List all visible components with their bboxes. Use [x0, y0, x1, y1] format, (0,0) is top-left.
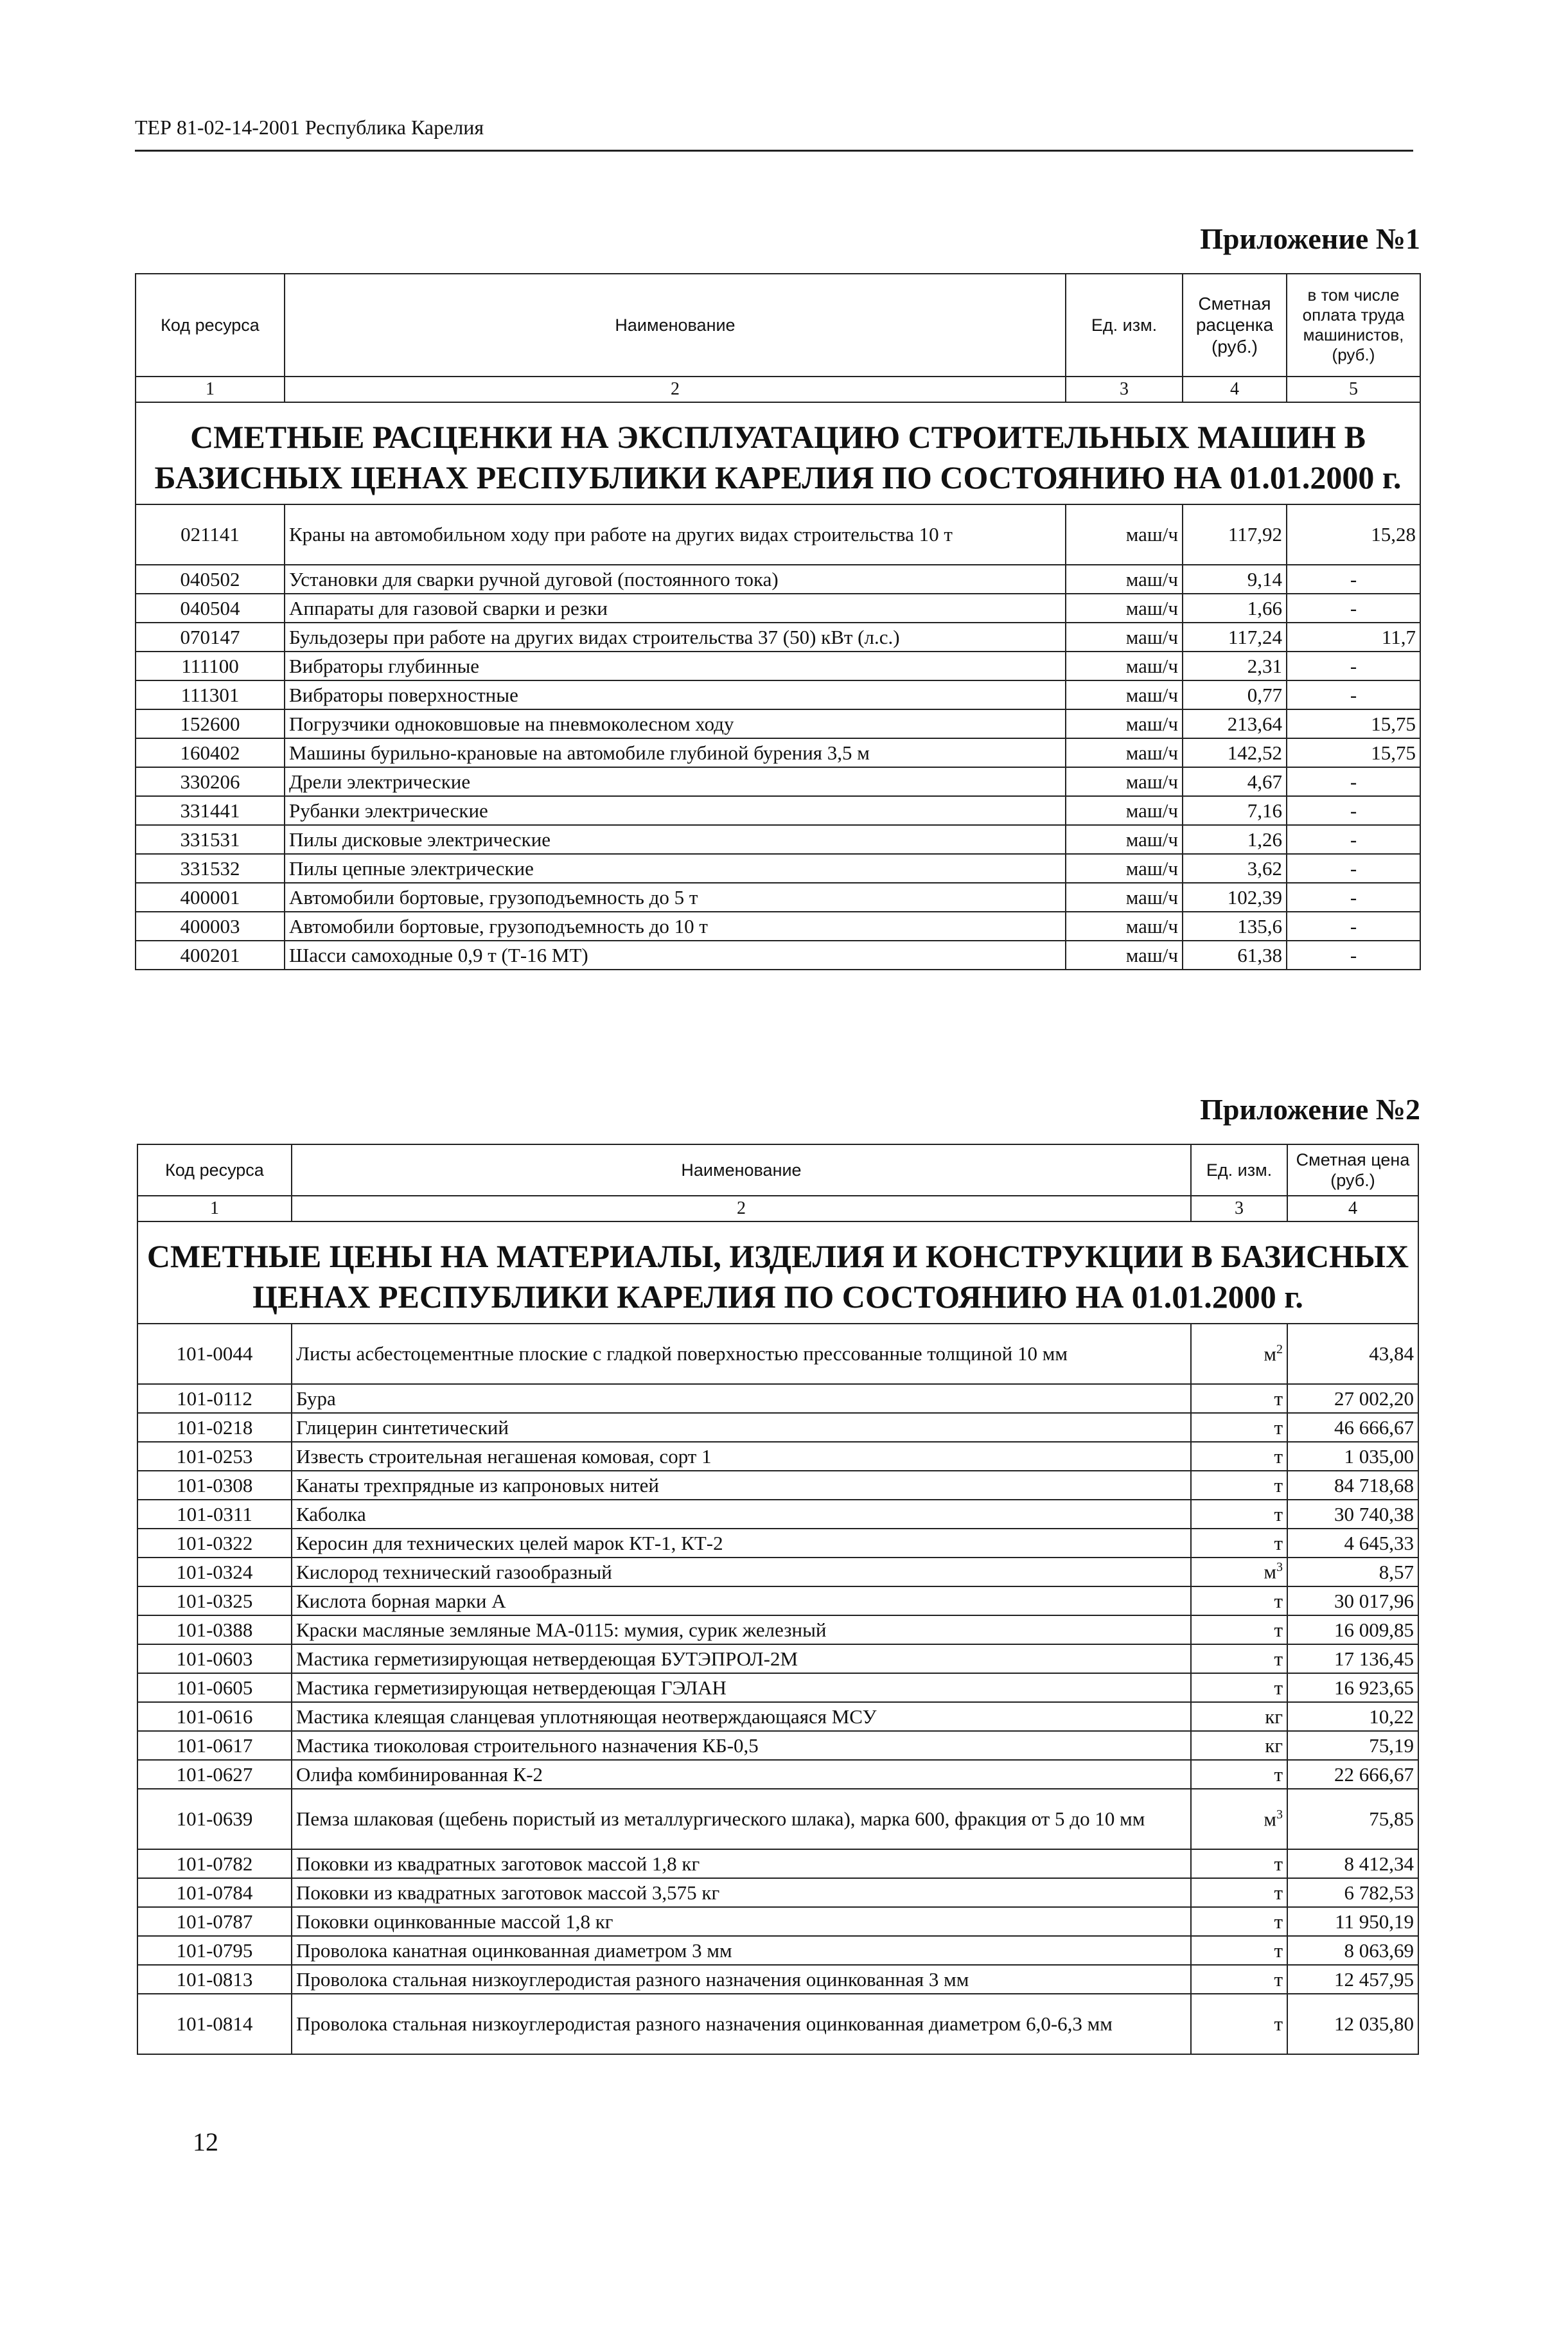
- price-cell: 16 923,65: [1287, 1673, 1418, 1702]
- unit-text: т: [1274, 1910, 1283, 1933]
- resource-code: 160402: [136, 738, 285, 767]
- unit-text: м: [1264, 1560, 1276, 1583]
- price-cell: 6 782,53: [1287, 1878, 1418, 1907]
- unit-exponent: 3: [1276, 1807, 1283, 1822]
- resource-name: Погрузчики одноковшовые на пневмоколесном ходу: [285, 709, 1066, 738]
- unit-exponent: 3: [1276, 1560, 1283, 1575]
- operator-pay-cell: -: [1287, 680, 1420, 709]
- price-cell: 8 063,69: [1287, 1936, 1418, 1965]
- unit-cell: маш/ч: [1066, 565, 1183, 594]
- resource-name: Дрели электрические: [285, 767, 1066, 796]
- resource-code: 101-0616: [137, 1702, 292, 1731]
- unit-cell: маш/ч: [1066, 912, 1183, 941]
- resource-code: 101-0627: [137, 1760, 292, 1789]
- unit-cell: [1191, 1849, 1287, 1878]
- operator-pay-cell: -: [1287, 796, 1420, 825]
- unit-cell: [1191, 1324, 1287, 1384]
- unit-cell: маш/ч: [1066, 941, 1183, 970]
- table-row: [137, 1471, 1418, 1500]
- operator-pay-cell: -: [1287, 652, 1420, 680]
- resource-code: 331532: [136, 854, 285, 883]
- unit-cell: [1191, 1586, 1287, 1615]
- unit-cell: маш/ч: [1066, 594, 1183, 623]
- operator-pay-cell: -: [1287, 825, 1420, 854]
- unit-cell: [1191, 1500, 1287, 1529]
- unit-cell: [1191, 1907, 1287, 1936]
- col-number: 3: [1066, 377, 1183, 402]
- resource-name: Мастика герметизирующая нетвердеющая ГЭЛАН: [292, 1673, 1191, 1702]
- col-header-pay: в том числе оплата труда машинистов, (руб.): [1287, 274, 1420, 377]
- resource-name: Автомобили бортовые, грузоподъемность до 10 т: [285, 912, 1066, 941]
- section-title: СМЕТНЫЕ РАСЦЕНКИ НА ЭКСПЛУАТАЦИЮ СТРОИТЕЛЬНЫХ МАШИН В БАЗИСНЫХ ЦЕНАХ РЕСПУБЛИКИ КАРЕЛИЯ ПО СОСТОЯНИЮ НА 01.01.2000 г.: [136, 402, 1420, 504]
- table-row: [137, 1586, 1418, 1615]
- col-number: 2: [285, 377, 1066, 402]
- unit-cell: маш/ч: [1066, 796, 1183, 825]
- resource-name: Автомобили бортовые, грузоподъемность до 5 т: [285, 883, 1066, 912]
- appendix2-title: Приложение №2: [1200, 1093, 1420, 1126]
- resource-name: Поковки из квадратных заготовок массой 1,8 кг: [292, 1849, 1191, 1878]
- table-row: [136, 623, 1420, 652]
- unit-cell: маш/ч: [1066, 883, 1183, 912]
- resource-name: Мастика клеящая сланцевая уплотняющая неотверждающаяся МСУ: [292, 1702, 1191, 1731]
- resource-code: 040504: [136, 594, 285, 623]
- unit-text: т: [1274, 1531, 1283, 1554]
- resource-name: Аппараты для газовой сварки и резки: [285, 594, 1066, 623]
- col-header-name: Наименование: [285, 274, 1066, 377]
- price-cell: 4,67: [1183, 767, 1287, 796]
- col-number: 4: [1183, 377, 1287, 402]
- unit-cell: маш/ч: [1066, 680, 1183, 709]
- price-cell: 4 645,33: [1287, 1529, 1418, 1558]
- unit-text: т: [1274, 1881, 1283, 1904]
- unit-text: т: [1274, 1589, 1283, 1612]
- unit-cell: [1191, 1702, 1287, 1731]
- unit-cell: [1191, 1471, 1287, 1500]
- resource-code: 101-0324: [137, 1558, 292, 1586]
- table-row: [137, 1324, 1418, 1384]
- unit-text: т: [1274, 1647, 1283, 1670]
- resource-code: 331531: [136, 825, 285, 854]
- price-cell: 75,19: [1287, 1731, 1418, 1760]
- price-cell: 17 136,45: [1287, 1644, 1418, 1673]
- unit-cell: маш/ч: [1066, 825, 1183, 854]
- resource-code: 101-0044: [137, 1324, 292, 1384]
- unit-text: кг: [1265, 1705, 1283, 1728]
- page-number: 12: [193, 2127, 218, 2156]
- price-cell: 117,24: [1183, 623, 1287, 652]
- unit-cell: маш/ч: [1066, 738, 1183, 767]
- resource-code: 101-0605: [137, 1673, 292, 1702]
- resource-code: 101-0311: [137, 1500, 292, 1529]
- resource-code: 101-0787: [137, 1907, 292, 1936]
- resource-code: 101-0253: [137, 1442, 292, 1471]
- price-cell: 30 740,38: [1287, 1500, 1418, 1529]
- appendix1-title: Приложение №1: [1200, 222, 1420, 255]
- unit-cell: [1191, 1615, 1287, 1644]
- col-header-code: Код ресурса: [136, 274, 285, 377]
- unit-cell: [1191, 1936, 1287, 1965]
- col-number: 5: [1287, 377, 1420, 402]
- unit-cell: [1191, 1529, 1287, 1558]
- resource-code: 101-0639: [137, 1789, 292, 1849]
- table-row: [136, 767, 1420, 796]
- price-cell: 30 017,96: [1287, 1586, 1418, 1615]
- unit-cell: [1191, 1644, 1287, 1673]
- resource-name: Керосин для технических целей марок КТ-1, КТ-2: [292, 1529, 1191, 1558]
- unit-text: т: [1274, 1387, 1283, 1410]
- operator-pay-cell: -: [1287, 941, 1420, 970]
- resource-name: Краны на автомобильном ходу при работе на других видах строительства 10 т: [285, 504, 1066, 565]
- resource-name: Рубанки электрические: [285, 796, 1066, 825]
- unit-cell: маш/ч: [1066, 623, 1183, 652]
- resource-code: 101-0218: [137, 1413, 292, 1442]
- resource-code: 070147: [136, 623, 285, 652]
- unit-cell: маш/ч: [1066, 854, 1183, 883]
- price-cell: 75,85: [1287, 1789, 1418, 1849]
- table-row: [137, 1907, 1418, 1936]
- table-row: [137, 1760, 1418, 1789]
- resource-code: 101-0322: [137, 1529, 292, 1558]
- price-cell: 213,64: [1183, 709, 1287, 738]
- price-cell: 3,62: [1183, 854, 1287, 883]
- unit-cell: маш/ч: [1066, 652, 1183, 680]
- table-row: [137, 1558, 1418, 1586]
- resource-name: Шасси самоходные 0,9 т (Т-16 МТ): [285, 941, 1066, 970]
- price-cell: 117,92: [1183, 504, 1287, 565]
- resource-name: Установки для сварки ручной дуговой (постоянного тока): [285, 565, 1066, 594]
- table-row: [137, 1500, 1418, 1529]
- price-cell: 46 666,67: [1287, 1413, 1418, 1442]
- operator-pay-cell: 15,75: [1287, 709, 1420, 738]
- resource-name: Бура: [292, 1384, 1191, 1413]
- resource-code: 331441: [136, 796, 285, 825]
- resource-name: Мастика тиоколовая строительного назначения КБ-0,5: [292, 1731, 1191, 1760]
- table-row: [136, 912, 1420, 941]
- col-number: 2: [292, 1196, 1191, 1221]
- unit-text: т: [1274, 1473, 1283, 1496]
- table-row: [136, 652, 1420, 680]
- col-number: 4: [1287, 1196, 1418, 1221]
- table-row: [137, 1615, 1418, 1644]
- table-row: [136, 883, 1420, 912]
- table-row: [137, 1529, 1418, 1558]
- resource-code: 101-0617: [137, 1731, 292, 1760]
- table-row: [137, 1789, 1418, 1849]
- price-cell: 1,66: [1183, 594, 1287, 623]
- unit-text: м: [1264, 1342, 1276, 1365]
- resource-name: Поковки оцинкованные массой 1,8 кг: [292, 1907, 1191, 1936]
- col-header-unit: Ед. изм.: [1066, 274, 1183, 377]
- col-number: 1: [137, 1196, 292, 1221]
- price-cell: 1,26: [1183, 825, 1287, 854]
- unit-cell: [1191, 1413, 1287, 1442]
- resource-name: Вибраторы глубинные: [285, 652, 1066, 680]
- unit-text: т: [1274, 2012, 1283, 2035]
- operator-pay-cell: 15,75: [1287, 738, 1420, 767]
- document-header: ТЕР 81-02-14-2001 Республика Карелия: [135, 116, 1413, 152]
- price-cell: 102,39: [1183, 883, 1287, 912]
- table-row: [137, 1878, 1418, 1907]
- unit-cell: [1191, 1673, 1287, 1702]
- operator-pay-cell: 11,7: [1287, 623, 1420, 652]
- table-row: [137, 1384, 1418, 1413]
- unit-cell: [1191, 1731, 1287, 1760]
- table-row: [136, 941, 1420, 970]
- price-cell: 12 035,80: [1287, 1994, 1418, 2054]
- section-title: СМЕТНЫЕ ЦЕНЫ НА МАТЕРИАЛЫ, ИЗДЕЛИЯ И КОНСТРУКЦИИ В БАЗИСНЫХ ЦЕНАХ РЕСПУБЛИКИ КАРЕЛИЯ ПО СОСТОЯНИЮ НА 01.01.2000 г.: [137, 1221, 1418, 1324]
- resource-name: Канаты трехпрядные из капроновых нитей: [292, 1471, 1191, 1500]
- resource-code: 101-0112: [137, 1384, 292, 1413]
- resource-name: Кислород технический газообразный: [292, 1558, 1191, 1586]
- resource-name: Бульдозеры при работе на других видах строительства 37 (50) кВт (л.с.): [285, 623, 1066, 652]
- price-cell: 8,57: [1287, 1558, 1418, 1586]
- unit-text: т: [1274, 1618, 1283, 1641]
- col-header-price: Сметная цена (руб.): [1287, 1144, 1418, 1196]
- resource-name: Олифа комбинированная К-2: [292, 1760, 1191, 1789]
- resource-code: 400001: [136, 883, 285, 912]
- price-cell: 61,38: [1183, 941, 1287, 970]
- resource-code: 021141: [136, 504, 285, 565]
- unit-text: кг: [1265, 1734, 1283, 1757]
- table-row: [136, 680, 1420, 709]
- unit-cell: маш/ч: [1066, 767, 1183, 796]
- operator-pay-cell: -: [1287, 565, 1420, 594]
- col-header-price: Сметная расценка (руб.): [1183, 274, 1287, 377]
- table-row: [137, 1644, 1418, 1673]
- unit-text: т: [1274, 1852, 1283, 1875]
- resource-name: Поковки из квадратных заготовок массой 3,575 кг: [292, 1878, 1191, 1907]
- unit-text: т: [1274, 1939, 1283, 1962]
- resource-code: 101-0325: [137, 1586, 292, 1615]
- unit-text: т: [1274, 1762, 1283, 1786]
- table-row: [137, 1994, 1418, 2054]
- table-row: [136, 854, 1420, 883]
- unit-cell: [1191, 1789, 1287, 1849]
- col-number: 1: [136, 377, 285, 402]
- operator-pay-cell: -: [1287, 883, 1420, 912]
- unit-text: т: [1274, 1502, 1283, 1525]
- resource-code: 101-0308: [137, 1471, 292, 1500]
- table-row: [136, 594, 1420, 623]
- table-row: [137, 1673, 1418, 1702]
- resource-code: 111100: [136, 652, 285, 680]
- operator-pay-cell: 15,28: [1287, 504, 1420, 565]
- price-cell: 12 457,95: [1287, 1965, 1418, 1994]
- resource-name: Проволока канатная оцинкованная диаметром 3 мм: [292, 1936, 1191, 1965]
- price-cell: 43,84: [1287, 1324, 1418, 1384]
- resource-code: 101-0782: [137, 1849, 292, 1878]
- resource-name: Известь строительная негашеная комовая, сорт 1: [292, 1442, 1191, 1471]
- price-cell: 8 412,34: [1287, 1849, 1418, 1878]
- resource-code: 400003: [136, 912, 285, 941]
- col-header-name: Наименование: [292, 1144, 1191, 1196]
- resource-name: Пилы дисковые электрические: [285, 825, 1066, 854]
- price-cell: 9,14: [1183, 565, 1287, 594]
- table-row: [136, 796, 1420, 825]
- appendix1-table: [135, 273, 1421, 970]
- table-row: [137, 1413, 1418, 1442]
- col-number: 3: [1191, 1196, 1287, 1221]
- price-cell: 7,16: [1183, 796, 1287, 825]
- unit-exponent: 2: [1276, 1342, 1283, 1356]
- resource-code: 101-0795: [137, 1936, 292, 1965]
- price-cell: 2,31: [1183, 652, 1287, 680]
- col-header-code: Код ресурса: [137, 1144, 292, 1196]
- resource-code: 400201: [136, 941, 285, 970]
- table-row: [136, 825, 1420, 854]
- table-row: [137, 1849, 1418, 1878]
- resource-code: 101-0814: [137, 1994, 292, 2054]
- price-cell: 16 009,85: [1287, 1615, 1418, 1644]
- resource-name: Листы асбестоцементные плоские с гладкой поверхностью прессованные толщиной 10 мм: [292, 1324, 1191, 1384]
- resource-name: Каболка: [292, 1500, 1191, 1529]
- unit-cell: [1191, 1994, 1287, 2054]
- col-header-unit: Ед. изм.: [1191, 1144, 1287, 1196]
- table-row: [137, 1702, 1418, 1731]
- price-cell: 11 950,19: [1287, 1907, 1418, 1936]
- price-cell: 142,52: [1183, 738, 1287, 767]
- unit-text: т: [1274, 1676, 1283, 1699]
- table-row: [136, 709, 1420, 738]
- table-row: [136, 565, 1420, 594]
- resource-name: Глицерин синтетический: [292, 1413, 1191, 1442]
- unit-cell: маш/ч: [1066, 504, 1183, 565]
- price-cell: 10,22: [1287, 1702, 1418, 1731]
- table-row: [137, 1731, 1418, 1760]
- resource-code: 040502: [136, 565, 285, 594]
- unit-text: м: [1264, 1807, 1276, 1831]
- price-cell: 1 035,00: [1287, 1442, 1418, 1471]
- operator-pay-cell: -: [1287, 767, 1420, 796]
- unit-cell: [1191, 1442, 1287, 1471]
- operator-pay-cell: -: [1287, 912, 1420, 941]
- unit-cell: [1191, 1878, 1287, 1907]
- price-cell: 135,6: [1183, 912, 1287, 941]
- resource-name: Вибраторы поверхностные: [285, 680, 1066, 709]
- resource-name: Мастика герметизирующая нетвердеющая БУТЭПРОЛ-2М: [292, 1644, 1191, 1673]
- unit-text: т: [1274, 1444, 1283, 1468]
- resource-name: Проволока стальная низкоуглеродистая разного назначения оцинкованная 3 мм: [292, 1965, 1191, 1994]
- resource-name: Пемза шлаковая (щебень пористый из металлургического шлака), марка 600, фракция от 5 до 10 мм: [292, 1789, 1191, 1849]
- unit-cell: [1191, 1760, 1287, 1789]
- unit-cell: [1191, 1384, 1287, 1413]
- resource-code: 101-0603: [137, 1644, 292, 1673]
- price-cell: 0,77: [1183, 680, 1287, 709]
- resource-name: Краски масляные земляные МА-0115: мумия, сурик железный: [292, 1615, 1191, 1644]
- unit-text: т: [1274, 1416, 1283, 1439]
- appendix2-table: [137, 1144, 1419, 2055]
- resource-name: Кислота борная марки А: [292, 1586, 1191, 1615]
- table-row: [136, 504, 1420, 565]
- resource-code: 152600: [136, 709, 285, 738]
- price-cell: 22 666,67: [1287, 1760, 1418, 1789]
- unit-cell: [1191, 1558, 1287, 1586]
- unit-cell: маш/ч: [1066, 709, 1183, 738]
- resource-name: Машины бурильно-крановые на автомобиле глубиной бурения 3,5 м: [285, 738, 1066, 767]
- resource-code: 101-0784: [137, 1878, 292, 1907]
- resource-code: 111301: [136, 680, 285, 709]
- operator-pay-cell: -: [1287, 594, 1420, 623]
- resource-name: Проволока стальная низкоуглеродистая разного назначения оцинкованная диаметром 6,0-6,3 мм: [292, 1994, 1191, 2054]
- table-row: [137, 1442, 1418, 1471]
- operator-pay-cell: -: [1287, 854, 1420, 883]
- resource-code: 101-0388: [137, 1615, 292, 1644]
- resource-name: Пилы цепные электрические: [285, 854, 1066, 883]
- resource-code: 330206: [136, 767, 285, 796]
- table-row: [137, 1936, 1418, 1965]
- table-row: [136, 738, 1420, 767]
- unit-text: т: [1274, 1967, 1283, 1991]
- table-row: [137, 1965, 1418, 1994]
- price-cell: 84 718,68: [1287, 1471, 1418, 1500]
- unit-cell: [1191, 1965, 1287, 1994]
- price-cell: 27 002,20: [1287, 1384, 1418, 1413]
- resource-code: 101-0813: [137, 1965, 292, 1994]
